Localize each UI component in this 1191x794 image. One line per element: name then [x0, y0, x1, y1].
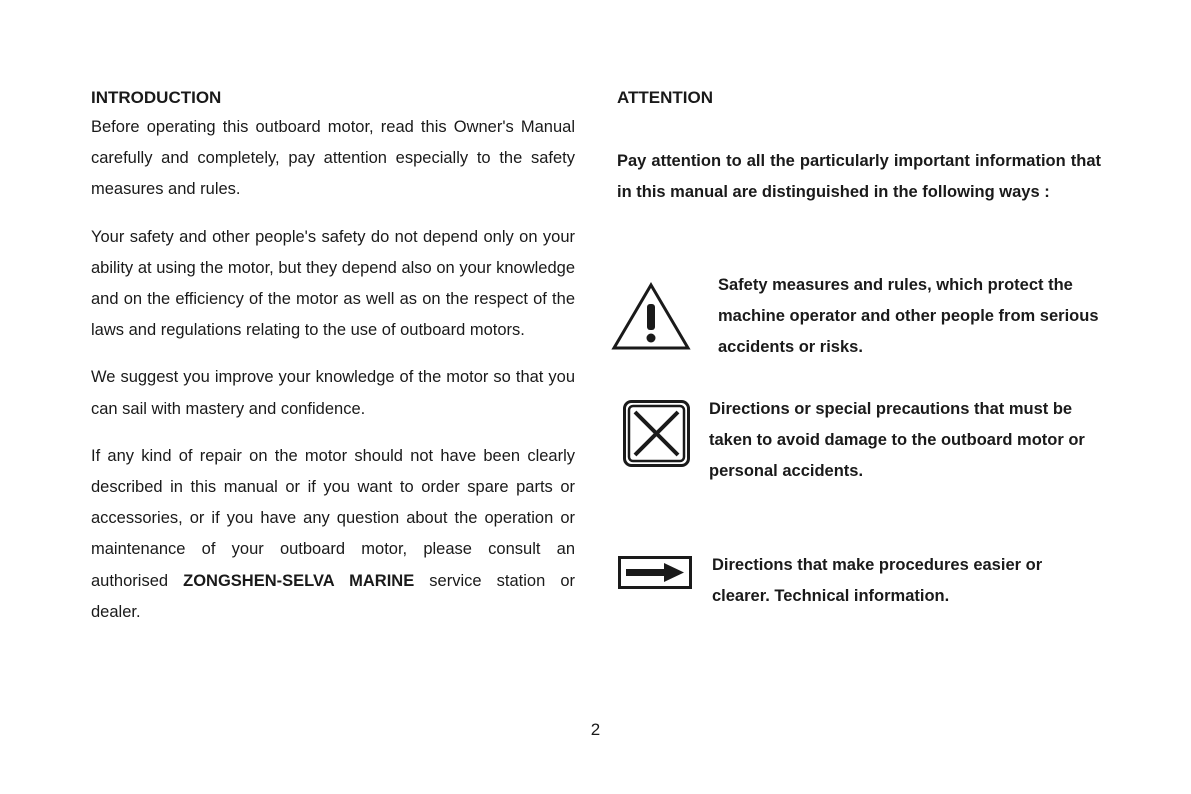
attention-intro: Pay attention to all the particularly important information that in this manual are distinguished in the following ways :: [617, 152, 1101, 202]
arrow-box-icon: [618, 556, 692, 589]
attention-column: [617, 84, 1101, 208]
intro-paragraph-4: [91, 441, 575, 628]
intro-paragraph-1: Before operating this outboard motor, read this Owner's Manual carefully and completely, pay attention especially to the safety measures and rules.: [91, 118, 575, 199]
attention-heading: ATTENTION: [617, 88, 714, 107]
notice-precautions-text: Directions or special precautions that must be taken to avoid damage to the outboard motor or personal accidents.: [709, 400, 1085, 481]
intro-paragraph-3: We suggest you improve your knowledge of the motor so that you can sail with mastery and confidence.: [91, 368, 575, 418]
warning-triangle-icon: [611, 282, 691, 350]
notice-safety-text: Safety measures and rules, which protect the machine operator and other people from serious accidents or risks.: [718, 276, 1099, 357]
page-number: 2: [590, 720, 601, 739]
intro-paragraph-2: Your safety and other people's safety do not depend only on your ability at using the motor, but they depend also on your knowledge and on the efficiency of the motor as well as on the respect of the laws and regulations relating to the use of outboard motors.: [91, 227, 575, 340]
introduction-heading: INTRODUCTION: [91, 88, 222, 107]
brand-name: ZONGSHEN-SELVA MARINE: [183, 571, 415, 590]
introduction-column: [91, 84, 575, 628]
intro-paragraph-4-end: service station or dealer.: [91, 571, 575, 621]
intro-paragraph-4-start: If any kind of repair on the motor should not have been clearly described in this manual or if you want to order spare parts or accessories, or if you have any question about the operation or maintenance of your outboard motor, please consult an authorised: [91, 446, 575, 590]
notice-technical-text: Directions that make procedures easier or clearer. Technical information.: [712, 556, 1043, 606]
x-box-icon: [622, 399, 691, 468]
